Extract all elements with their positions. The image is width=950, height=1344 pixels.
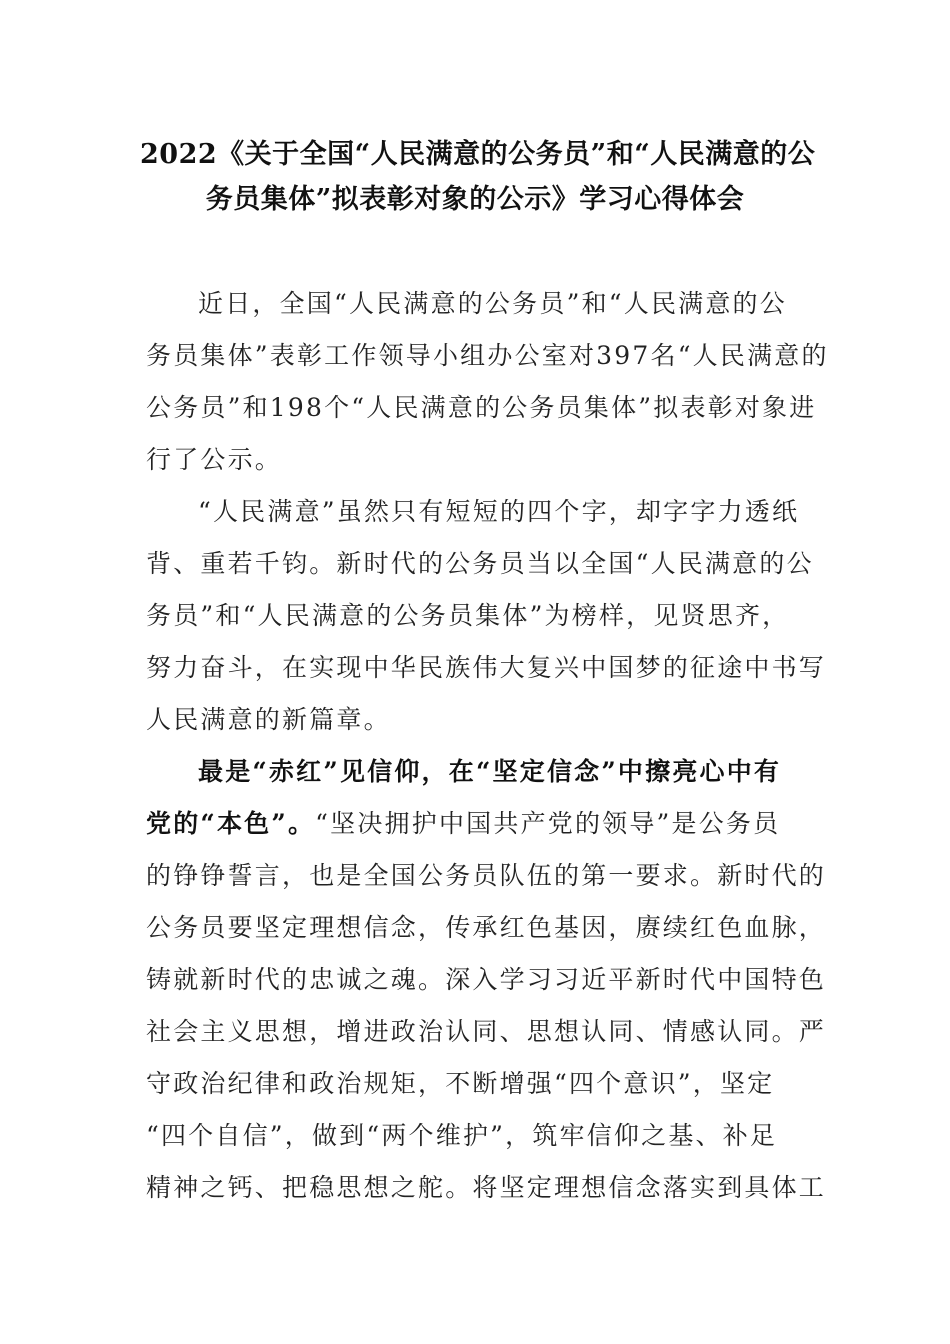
paragraph-1-line: 务员集体”表彰工作领导小组办公室对397名“人民满意的 <box>146 341 829 370</box>
document-body <box>146 278 829 1214</box>
paragraph-1-line: 近日，全国“人民满意的公务员”和“人民满意的公 <box>198 289 787 318</box>
paragraph-1-line: 公务员”和198个“人民满意的公务员集体”拟表彰对象进 <box>146 393 817 422</box>
document-title <box>140 132 816 222</box>
paragraph-3-line <box>146 798 816 850</box>
title-line-1: 2022《关于全国“人民满意的公务员”和“人民满意的公 <box>140 139 816 170</box>
paragraph-3-line: “四个自信”，做到“两个维护”，筑牢信仰之基、补足 <box>146 1121 778 1150</box>
paragraph-2-line: “人民满意”虽然只有短短的四个字，却字字力透纸 <box>198 497 800 526</box>
paragraph-1-line: 行了公示。 <box>146 445 283 474</box>
paragraph-3-line: 守政治纪律和政治规矩，不断增强“四个意识”，坚定 <box>146 1069 775 1098</box>
paragraph-3-line: 社会主义思想，增进政治认同、思想认同、情感认同。严 <box>146 1017 827 1046</box>
section-heading-tail: 党的“本色”。 <box>146 809 316 838</box>
title-line-2: 务员集体”拟表彰对象的公示》学习心得体会 <box>205 184 745 215</box>
paragraph-2-line: 务员”和“人民满意的公务员集体”为榜样，见贤思齐， <box>146 601 790 630</box>
paragraph-3-line: 精神之钙、把稳思想之舵。将坚定理想信念落实到具体工 <box>146 1173 827 1202</box>
paragraph-2-line: 努力奋斗，在实现中华民族伟大复兴中国梦的征途中书写 <box>146 653 827 682</box>
section-heading-line: 最是“赤红”见信仰，在“坚定信念”中擦亮心中有 <box>198 757 782 786</box>
paragraph-3-line: 铸就新时代的忠诚之魂。深入学习习近平新时代中国特色 <box>146 965 827 994</box>
paragraph-3-line: 的铮铮誓言，也是全国公务员队伍的第一要求。新时代的 <box>146 861 827 890</box>
paragraph-2-line: 人民满意的新篇章。 <box>146 705 391 734</box>
paragraph-3-line: 公务员要坚定理想信念，传承红色基因，赓续红色血脉， <box>146 913 827 942</box>
paragraph-2-line: 背、重若千钧。新时代的公务员当以全国“人民满意的公 <box>146 549 814 578</box>
paragraph-3-text: “坚决拥护中国共产党的领导”是公务员 <box>315 809 781 838</box>
